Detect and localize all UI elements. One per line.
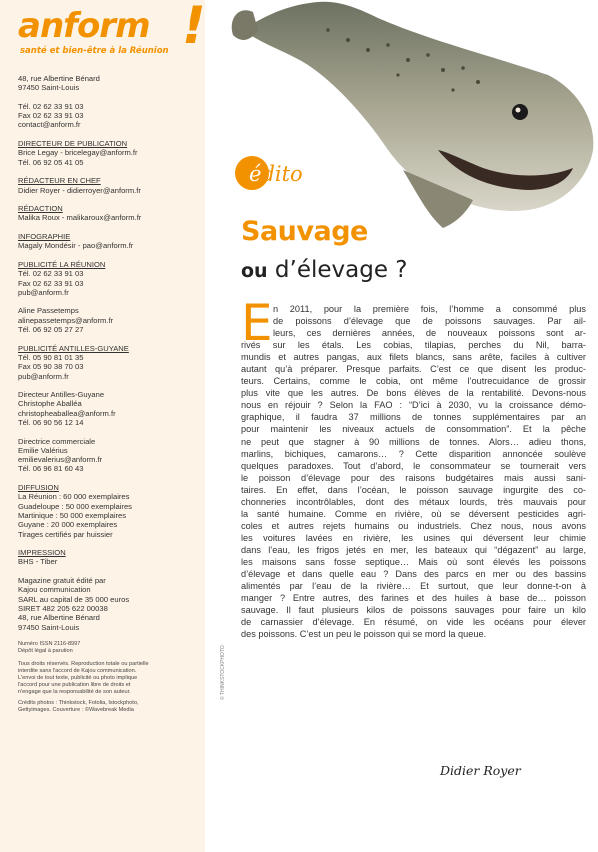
credit-line: Guyane : 20 000 exemplaires <box>18 520 118 530</box>
drop-cap: E <box>241 294 273 352</box>
credits-line: Crédits photos : Thinkstock, Fotolia, Istockphoto, <box>18 699 139 706</box>
section-title: IMPRESSION <box>18 548 66 558</box>
magazine-block <box>18 576 200 632</box>
credit-line: Kajou communication <box>18 585 91 595</box>
credit-line: Directrice commerciale <box>18 436 96 446</box>
rights-line: interdite sans l'accord de Kajou communication. <box>18 667 137 674</box>
credit-line: christopheaballea@anform.fr <box>18 408 116 418</box>
credit-line: BHS - Tiber <box>18 557 58 567</box>
credit-line: alinepassetemps@anform.fr <box>18 315 114 325</box>
credit-line: 97450 Saint-Louis <box>18 622 80 632</box>
redaction-block <box>18 204 200 223</box>
contact-block <box>18 102 200 130</box>
section-title: DIFFUSION <box>18 483 59 493</box>
credit-line: Directeur Antilles-Guyane <box>18 390 105 400</box>
credit-line: Guadeloupe : 50 000 exemplaires <box>18 501 132 511</box>
address-line: 48, rue Albertine Bénard <box>18 74 100 83</box>
credit-line: Malika Roux - malikaroux@anform.fr <box>18 213 142 223</box>
article-line: leurs, ces dernières années, de nouveaux poissons sont ar- <box>273 328 586 339</box>
article-line: la santé humaine. Comme en rivière, où se déversent pesticides agri- <box>241 508 586 519</box>
rights-line: l'accord pour une publication libre de droits et <box>18 682 131 689</box>
credit-line: Fax 05 90 38 70 03 <box>18 362 84 372</box>
section-title: INFOGRAPHIE <box>18 232 71 242</box>
infographie-block <box>18 232 200 251</box>
logo-tagline: santé et bien-être à la Réunion <box>20 46 169 56</box>
rights-line: n'engage que la responsabilité de son auteur. <box>18 689 131 696</box>
article-line: taires. En effet, dans l’océan, le poisson sauvage ingurgite des co- <box>241 484 586 495</box>
article-line: de carnassier d’élevage. En résumé, on vide les océans pour élever <box>241 617 586 628</box>
contact-line: Tél. 02 62 33 91 03 <box>18 101 84 111</box>
credit-line: La Réunion : 60 000 exemplaires <box>18 492 130 502</box>
editorial-body <box>241 303 586 640</box>
article-line: plus vite que les autres. De bons élèves de la rentabilité. Devons-nous <box>241 388 586 399</box>
aline-block <box>18 306 200 334</box>
credit-line: 48, rue Albertine Bénard <box>18 613 100 623</box>
credit-line: Tél. 06 90 56 12 14 <box>18 417 84 427</box>
rights-block <box>18 661 200 697</box>
credit-line: Christophe Aballéa <box>18 399 82 409</box>
section-title: RÉDACTEUR EN CHEF <box>18 176 101 186</box>
edito-first-letter: é <box>249 162 262 186</box>
credit-line: Tél. 06 92 05 41 05 <box>18 157 84 167</box>
article-line: ne peut que stagner à 90 millions de tonnes. Alors… adieu thons, <box>241 436 586 447</box>
article-line: d’élevage et dans quelle eau ? Dans des parcs en mer ou des bassins <box>241 569 586 580</box>
credit-line: Didier Royer - didierroyer@anform.fr <box>18 185 141 195</box>
photo-credits-block <box>18 700 200 714</box>
article-line: teurs. Certains, comme le cobia, ont même l’outrecuidance de grossir <box>241 376 586 387</box>
masthead <box>18 74 200 714</box>
article-line: dans l’eau, les frigos jetés en mer, les bateaux qui “dégazent” au large, <box>241 544 586 555</box>
credit-line: Tél. 06 92 05 27 27 <box>18 325 84 335</box>
photo-credit: © THINKSTOCKPHOTO <box>220 645 226 700</box>
article-line: coles et autres rejets humains ou industriels. Chez nous, nous avons <box>241 520 586 531</box>
credit-line: Magaly Mondésir - pao@anform.fr <box>18 241 134 251</box>
anform-logo <box>14 0 206 64</box>
signature: Didier Royer <box>440 763 521 778</box>
dir-pub-block <box>18 139 200 167</box>
article-line: mundis et autres pangas, aux filets blancs, sans arête, faciles à cultiver <box>241 352 586 363</box>
logo-word: anform <box>18 6 150 46</box>
credit-line: Magazine gratuit édité par <box>18 576 106 586</box>
pub-antilles-block <box>18 344 200 381</box>
article-line: quelques paradoxes. Tout d’abord, le consommateur se tournerait vers <box>241 460 586 471</box>
credits-line: Gettyimages. Couverture : ©Wavebreak Media <box>18 706 134 713</box>
credit-line: Tél. 05 90 81 01 35 <box>18 352 84 362</box>
credit-line: Brice Legay - bricelegay@anform.fr <box>18 148 138 158</box>
redac-chef-block <box>18 176 200 195</box>
headline-elevage: d’élevage ? <box>274 257 408 283</box>
pub-reunion-block <box>18 260 200 297</box>
diffusion-block <box>18 483 200 539</box>
trout-photo <box>228 0 598 230</box>
credit-line: SIRET 482 205 622 00038 <box>18 603 108 613</box>
article-line: le poisson d’élevage pour des raisons budgétaires mais aussi sani- <box>241 472 586 483</box>
edito-rest: dito <box>261 162 303 186</box>
credit-line: pub@anform.fr <box>18 287 69 297</box>
headline-line2 <box>241 257 407 283</box>
contact-email: contact@anform.fr <box>18 120 81 130</box>
article-line: alimentés par l’eau de la rivière… Et surtout, que leur donne-t-on à <box>241 581 586 592</box>
article-line: rivés sur les étals. Les cobias, tilapias, perches du Nil, barra- <box>241 340 586 351</box>
headline-ou: ou <box>241 260 268 282</box>
address-line: 97450 Saint-Louis <box>18 83 80 93</box>
section-title: PUBLICITÉ LA RÉUNION <box>18 259 106 269</box>
credit-line: Tél. 02 62 33 91 03 <box>18 269 84 279</box>
article-line: chonneries incontrôlables, dont des métaux lourds, très mauvais pour <box>241 496 586 507</box>
issn-line: Numéro ISSN 2116-8997 <box>18 641 81 648</box>
issn-line: Dépôt légal à parution <box>18 648 73 655</box>
article-line: marlins, bichiques, camarons… ? Cette disparition annoncée soulève <box>241 448 586 459</box>
article-line: autant qu’à préparer. Presque parfaits. C’est ce que disent les produc- <box>241 364 586 375</box>
section-title: PUBLICITÉ ANTILLES-GUYANE <box>18 343 129 353</box>
credit-line: Aline Passetemps <box>18 306 79 316</box>
edito-text <box>249 162 303 186</box>
article-line: de poissons d’élevage que de poissons sauvages. Par ail- <box>273 316 586 327</box>
credit-line: pub@anform.fr <box>18 371 69 381</box>
credit-line: Fax 02 62 33 91 03 <box>18 278 84 288</box>
credit-line: SARL au capital de 35 000 euros <box>18 594 130 604</box>
logo-exclamation: ! <box>182 0 206 56</box>
impression-block <box>18 548 200 567</box>
issn-block <box>18 641 200 655</box>
rights-line: L'envoi de tout texte, publicité ou photo implique <box>18 674 138 681</box>
credit-line: Tirages certifiés par huissier <box>18 529 113 539</box>
article-line: graphique, il faudra 37 millions de tonnes supplémentaires par an <box>241 412 586 423</box>
article-line: pour maintenir les niveaux actuels de consommation”. Et la pêche <box>241 424 586 435</box>
article-line: les voitures lavées en rivière, les usines qui déversent leur chimie <box>241 532 586 543</box>
credit-line: Martinique : 50 000 exemplaires <box>18 510 127 520</box>
credit-line: Tél. 06 96 81 60 43 <box>18 464 84 474</box>
article-line: nous en réjouir ? Selon la FAO : “D’ici à 2030, vu la croissance démo- <box>241 400 586 411</box>
article-line: n 2011, pour la première fois, l’homme a consommé plus <box>273 304 586 314</box>
article-line: les maisons sans fosse septique… Mais où sont élevés les poissons <box>241 556 586 567</box>
dir-antilles-block <box>18 390 200 427</box>
article-line: manger ? Entre autres, des farines et des huiles à base de… poisson <box>241 593 586 604</box>
article-line: des poissons. C’est un peu le poisson qui se mord la queue. <box>241 629 487 640</box>
article-line: sauvage. Il faut plusieurs kilos de poissons sauvages pour faire un kilo <box>241 605 586 616</box>
credit-line: Emilie Valérius <box>18 445 68 455</box>
address-block <box>18 74 200 93</box>
section-title: DIRECTEUR DE PUBLICATION <box>18 139 128 149</box>
headline-line1: Sauvage <box>241 216 368 247</box>
credit-line: emilievalerius@anform.fr <box>18 455 103 465</box>
contact-line: Fax 02 62 33 91 03 <box>18 111 84 121</box>
dir-comm-block <box>18 437 200 474</box>
rights-line: Tous droits réservés. Reproduction totale ou partielle <box>18 660 149 667</box>
section-title: RÉDACTION <box>18 204 63 214</box>
